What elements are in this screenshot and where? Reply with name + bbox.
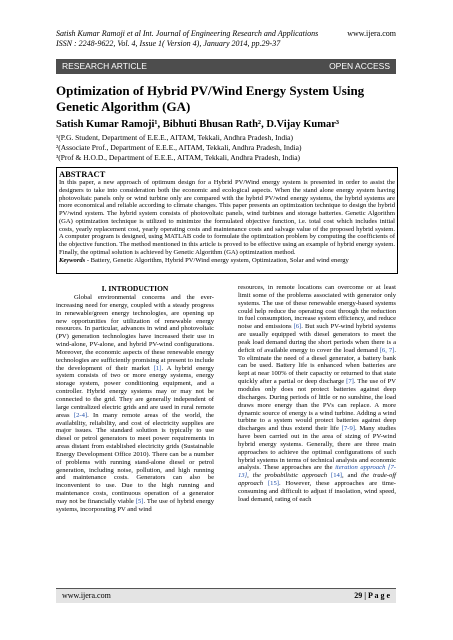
keywords-label: Keywords (59, 256, 86, 264)
paper-authors: Satish Kumar Ramoji¹, Bibhuti Bhusan Rath², D.Vijay Kumar³ (56, 119, 340, 130)
citation-link[interactable]: [7-9] (341, 425, 355, 433)
citation-link[interactable]: [5] (135, 497, 144, 505)
page-number: 29 | P a g e (354, 591, 390, 600)
affiliation-3: ³(Prof & H.O.D., Department of E.E.E., AITAM, Tekkali, Andhra Pradesh, India) (56, 153, 301, 162)
intro-paragraph: Global environmental concerns and the ever-increasing need for energy, coupled with a steady progress in renewable/green energy technologies, are opening up new opportunities for utilization of renewable energy resources. In particular, advances in wind and photovoltaic (PV) generation technologies have increased their use in wind-alone, PV-alone, and hybrid PV-wind configurations. Moreover, the economic aspects of these renewable energy technologies are sufficiently promising at present to include the development of their market [1]. A hybrid energy system consists of two or more energy systems, energy storage system, power conditioning equipment, and a controller. Hybrid energy systems may or may not be connected to the grid. They are generally independent of large centralized electric grids and are used in rural remote areas [2-4]. In many remote areas of the world, the availability, reliability, and cost of electricity supplies are major issues. The standard solution is typically to use diesel or petrol generators to meet power requirements in areas distant from established electricity grids (Sustainable Energy Development Office 2010). There can be a number of problems with running stand-alone diesel or petrol generation, including noise, pollution, and high running and maintenance costs. Generators can also be inconvenient to use. Due to the high running and maintenance costs, continuous operation of a generator may not be financially viable [5]. The use of hybrid energy systems, incorporating PV and wind (56, 294, 214, 513)
citation-link[interactable]: [15] (267, 480, 279, 488)
paper-title: Optimization of Hybrid PV/Wind Energy System Using Genetic Algorithm (GA) (56, 83, 365, 114)
citation-link[interactable]: [6, 7] (379, 346, 395, 354)
journal-header (56, 29, 396, 49)
journal-citation-line: Satish Kumar Ramoji et al Int. Journal of Engineering Research and Applications (56, 29, 319, 38)
intro-paragraph-continued: resources, in remote locations can overcome or at least limit some of the problems associated with generator only systems. The use of these renewable energy-based systems could help reduce the operating cost through the reduction in fuel consumption, increase system efficiency, and reduce noise and emissions [6]. But such PV-wind hybrid systems are usually equipped with diesel generators to meet the peak load demand during the short periods when there is a deficit of available energy to cover the load demand [6, 7]. To eliminate the need of a diesel generator, a battery bank can be used. Battery life is enhanced when batteries are kept at near 100% of their capacity or returned to that state quickly after a partial or deep discharge [7]. The use of PV modules only does not protect batteries against deep discharges. During periods of little or no sunshine, the load draws more energy than the PVs can replace. A more dynamic source of energy is a wind turbine. Adding a wind turbine to a system would protect batteries against deep discharges and thus extend their life [7-9]. Many studies have been carried out in the area of sizing of PV-wind hybrid energy systems. Generally, there are three main approaches to achieve the optimal configurations of such hybrid systems in terms of technical analysis and economic analysis. These approaches are the iteration approach [7-13], the probabilistic approach [14], and the trade-off approach [15]. However, these approaches are time-consuming and difficult to adjust if insolation, wind speed, load demand, rating of each (238, 284, 397, 503)
citation-link[interactable]: [2-4] (73, 411, 88, 419)
abstract-heading: ABSTRACT (59, 169, 106, 179)
affiliations (56, 133, 302, 163)
page-footer (56, 588, 396, 603)
left-column (56, 284, 214, 514)
header-url-link[interactable]: www.ijera.com (347, 29, 396, 38)
right-column (238, 284, 396, 504)
affiliation-1: ¹(P.G. Student, Department of E.E.E., AITAM, Tekkali, Andhra Pradesh, India) (56, 133, 293, 142)
research-article-label: RESEARCH ARTICLE (62, 61, 147, 71)
keywords-line (59, 257, 395, 265)
keywords-text: - Battery, Genetic Algorithm, Hybrid PV/Wind energy system, Optimization, Solar and wind energy (85, 256, 349, 264)
abstract-box (56, 167, 398, 274)
citation-link[interactable]: [1] (153, 364, 162, 372)
citation-link[interactable]: [7] (346, 378, 354, 386)
footer-url-link[interactable]: www.ijera.com (62, 591, 111, 600)
citation-link[interactable]: [6] (293, 323, 302, 331)
citation-link[interactable]: [14] (331, 472, 342, 480)
article-type-banner (56, 59, 396, 74)
section-heading-introduction: I. INTRODUCTION (101, 284, 169, 293)
abstract-text: In this paper, a new approach of optimum design for a Hybrid PV/Wind energy system is presented in order to assist the designers to take into consideration both the economic and ecological aspects. When the stand alone energy system having photovoltaic panels only or wind turbine only are compared with the hybrid PV/wind energy systems, the hybrid systems are more economical and reliable according to climate changes. This paper presents an optimization technique to design the hybrid PV/wind system. The hybrid system consists of photovoltaic panels, wind turbines and storage batteries. Genetic Algorithm (GA) optimization technique is utilized to minimize the formulated objective function, i.e. total cost which includes initial costs, yearly replacement cost, yearly operating costs and maintenance costs and salvage value of the proposed hybrid system. A computer program is designed, using MATLAB code to formulate the optimization problem by computing the coefficients of the objective function. The method mentioned in this article is proved to be effective using an example of hybrid energy system. Finally, the optimal solution is achieved by Genetic Algorithm (GA) optimization method. (59, 179, 395, 256)
journal-issn-line: ISSN : 2248-9622, Vol. 4, Issue 1( Version 4), January 2014, pp.29-37 (56, 39, 281, 48)
affiliation-2: ²(Associate Prof., Department of E.E.E., AITAM, Tekkali, Andhra Pradesh, India) (56, 143, 302, 152)
open-access-label: OPEN ACCESS (329, 61, 390, 71)
citation-link[interactable]: iteration approach [7-13] (238, 464, 396, 480)
